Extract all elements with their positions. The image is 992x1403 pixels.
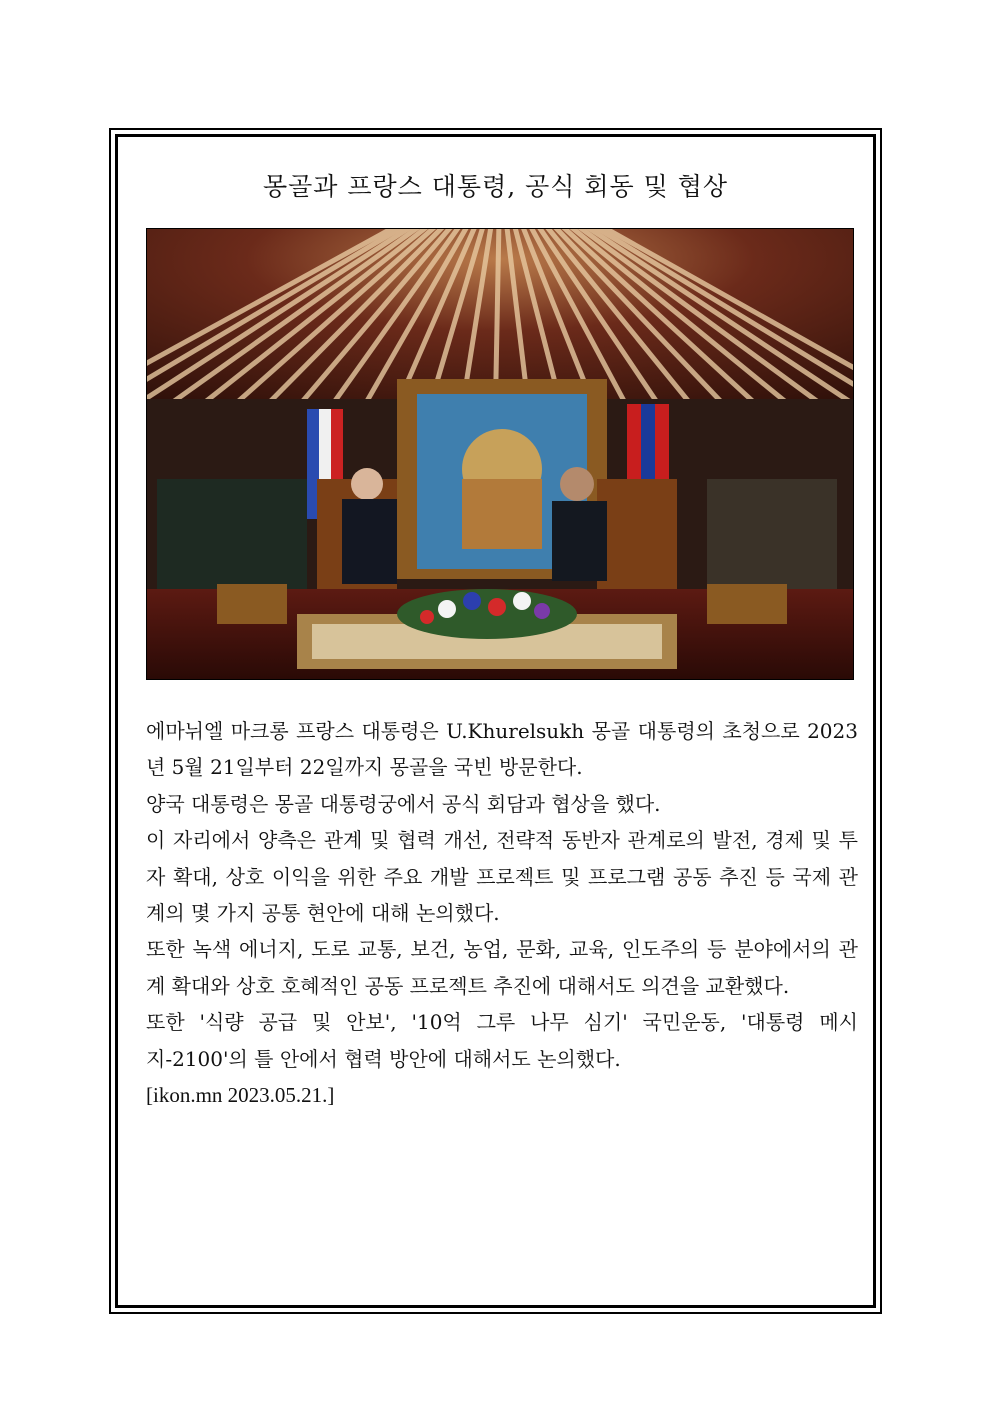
paragraph: 양국 대통령은 몽골 대통령궁에서 공식 회담과 협상을 했다. xyxy=(146,791,661,816)
article-body xyxy=(146,713,858,1113)
source-citation: [ikon.mn 2023.05.21.] xyxy=(146,1083,335,1108)
paragraph: 에마뉘엘 마크롱 프랑스 대통령은 U.Khurelsukh 몽골 대통령의 초청으로 2023년 5월 21일부터 22일까지 몽골을 국빈 방문한다. xyxy=(146,719,858,780)
article-title: 몽골과 프랑스 대통령, 공식 회동 및 협상 xyxy=(262,172,729,201)
paragraph: 이 자리에서 양측은 관계 및 협력 개선, 전략적 동반자 관계로의 발전, 경제 및 투자 확대, 상호 이익을 위한 주요 개발 프로젝트 및 프로그램 공동 추진 등 국제 관계의 몇 가지 공통 현안에 대해 논의했다. xyxy=(146,828,858,926)
page-border-inner xyxy=(115,134,876,1308)
page-border xyxy=(109,128,882,1314)
paragraph: 또한 '식량 공급 및 안보', '10억 그루 나무 심기' 국민운동, '대통령 메시지-2100'의 틀 안에서 협력 방안에 대해서도 논의했다. xyxy=(146,1010,858,1071)
paragraph: 또한 녹색 에너지, 도로 교통, 보건, 농업, 문화, 교육, 인도주의 등 분야에서의 관계 확대와 상호 호혜적인 공동 프로젝트 추진에 대해서도 의견을 교환했다. xyxy=(146,937,858,998)
meeting-photo xyxy=(146,228,854,680)
photo-meeting-in-ger-icon xyxy=(147,229,853,679)
